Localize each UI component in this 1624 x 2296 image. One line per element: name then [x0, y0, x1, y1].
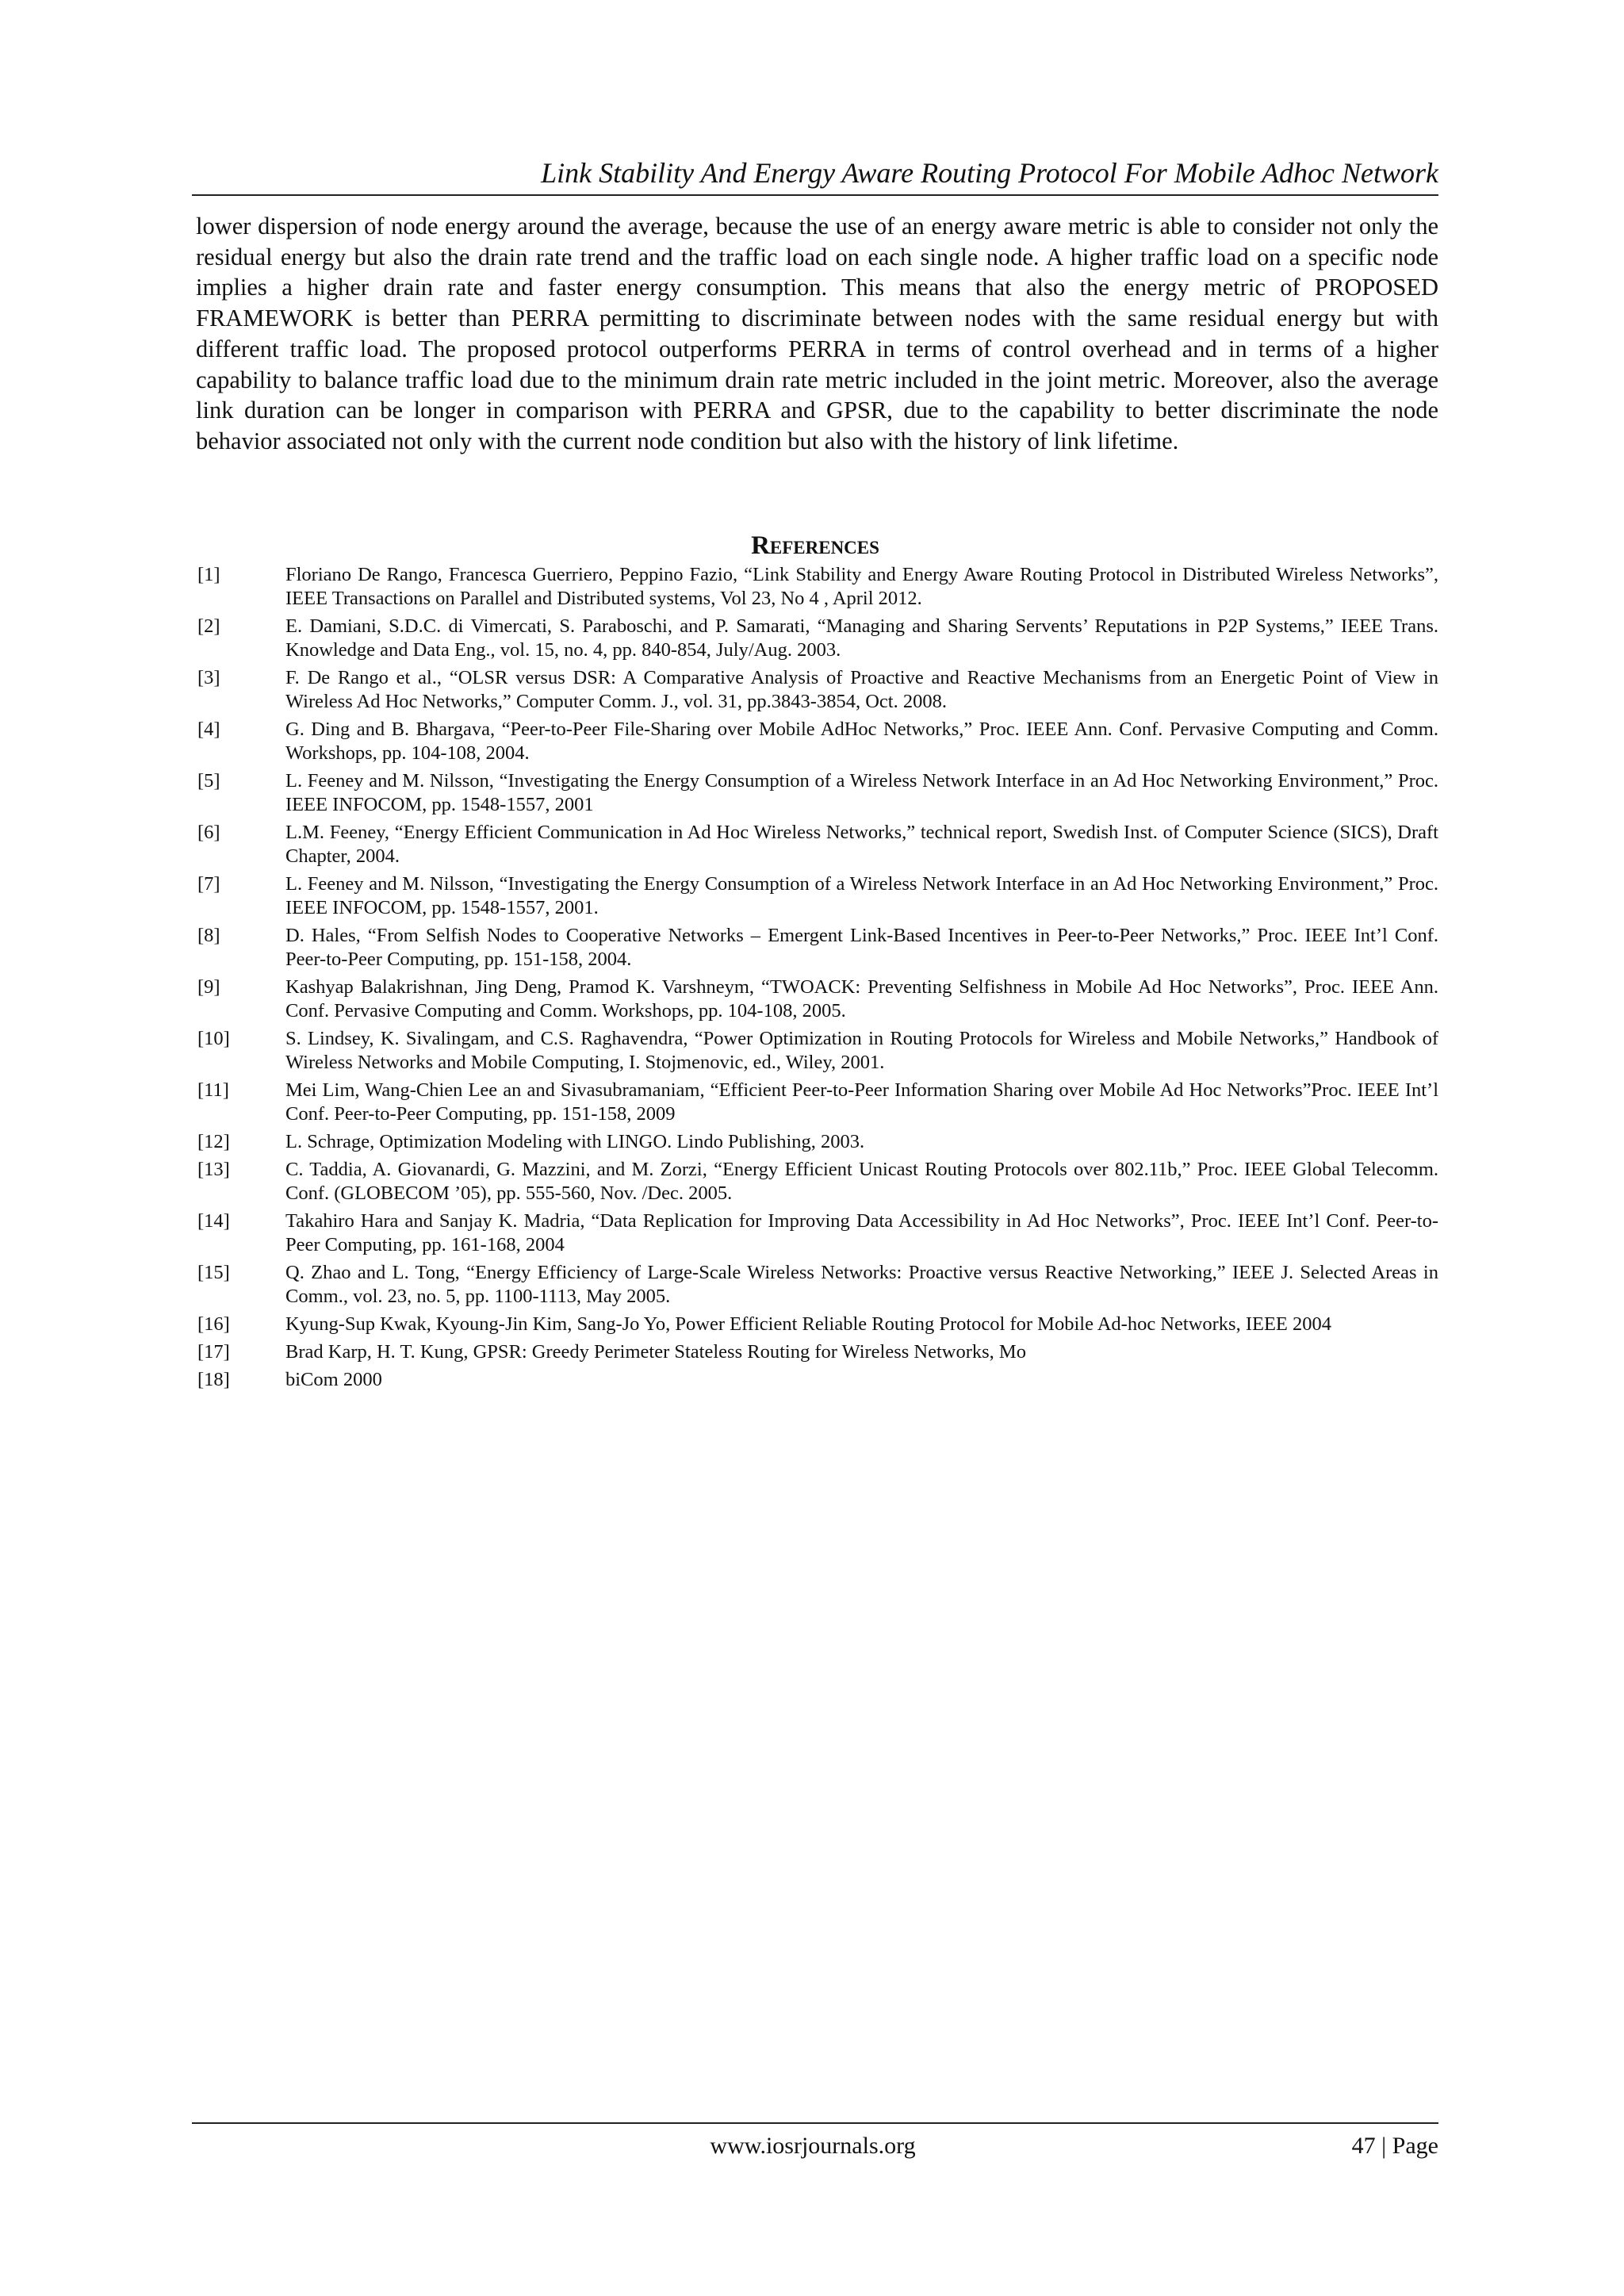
reference-item [197, 1368, 1438, 1392]
reference-text: L. Feeney and M. Nilsson, “Investigating the Energy Consumption of a Wireless Network Interface in an Ad Hoc Networking Environment,” Proc. IEEE INFOCOM, pp. 1548-1557, 2001 [285, 770, 1438, 815]
reference-number: [11] [197, 1079, 229, 1101]
reference-item [197, 1261, 1438, 1309]
reference-text: E. Damiani, S.D.C. di Vimercati, S. Paraboschi, and P. Samarati, “Managing and Sharing Servents’ Reputations in P2P Systems,” IEEE Trans. Knowledge and Data Eng., vol. 15, no. 4, pp. 840-854, July/Aug. 2003. [285, 615, 1438, 661]
reference-number: [14] [197, 1210, 230, 1232]
reference-number: [10] [197, 1028, 230, 1049]
reference-text: biCom 2000 [285, 1369, 382, 1390]
reference-text: L.M. Feeney, “Energy Efficient Communication in Ad Hoc Wireless Networks,” technical report, Swedish Inst. of Computer Science (SICS), Draft Chapter, 2004. [285, 822, 1438, 867]
footer-page-number: 47 | Page [1351, 2133, 1438, 2159]
reference-text: C. Taddia, A. Giovanardi, G. Mazzini, and M. Zorzi, “Energy Efficient Unicast Routing Protocols over 802.11b,” Proc. IEEE Global Telecomm. Conf. (GLOBECOM ’05), pp. 555-560, Nov. /Dec. 2005. [285, 1159, 1438, 1204]
reference-number: [3] [197, 667, 220, 688]
reference-item [197, 1340, 1438, 1364]
reference-text: L. Schrage, Optimization Modeling with LINGO. Lindo Publishing, 2003. [285, 1131, 865, 1152]
reference-text: F. De Rango et al., “OLSR versus DSR: A Comparative Analysis of Proactive and Reactive Mechanisms from an Energetic Point of View in Wireless Ad Hoc Networks,” Computer Comm. J., vol. 31, pp.3843-3854, Oct. 2008. [285, 667, 1438, 712]
reference-item [197, 666, 1438, 714]
reference-item [197, 718, 1438, 765]
reference-text: Mei Lim, Wang-Chien Lee an and Sivasubramaniam, “Efficient Peer-to-Peer Information Sharing over Mobile Ad Hoc Networks”Proc. IEEE Int’l Conf. Peer-to-Peer Computing, pp. 151-158, 2009 [285, 1079, 1438, 1125]
reference-item [197, 563, 1438, 611]
running-header-title: Link Stability And Energy Aware Routing Protocol For Mobile Adhoc Network [541, 157, 1438, 189]
reference-text: Floriano De Rango, Francesca Guerriero, Peppino Fazio, “Link Stability and Energy Aware Routing Protocol in Distributed Wireless Networks”, IEEE Transactions on Parallel and Distributed systems, Vol 23, No 4 , April 2012. [285, 564, 1438, 609]
reference-item [197, 1209, 1438, 1257]
reference-number: [13] [197, 1159, 230, 1180]
reference-number: [12] [197, 1131, 230, 1152]
reference-number: [16] [197, 1313, 230, 1335]
header-rule [192, 194, 1438, 196]
references-heading [192, 530, 1438, 562]
reference-number: [15] [197, 1262, 230, 1283]
reference-item [197, 976, 1438, 1023]
reference-text: Takahiro Hara and Sanjay K. Madria, “Data Replication for Improving Data Accessibility in Ad Hoc Networks”, Proc. IEEE Int’l Conf. Peer-to-Peer Computing, pp. 161-168, 2004 [285, 1210, 1438, 1255]
reference-item [197, 1079, 1438, 1126]
reference-item [197, 872, 1438, 920]
reference-number: [9] [197, 976, 220, 998]
reference-number: [8] [197, 925, 220, 946]
reference-number: [6] [197, 822, 220, 843]
reference-item [197, 1313, 1438, 1336]
reference-item [197, 615, 1438, 662]
footer-journal-url: www.iosrjournals.org [710, 2133, 916, 2159]
reference-item [197, 821, 1438, 868]
reference-number: [17] [197, 1341, 230, 1363]
reference-text: S. Lindsey, K. Sivalingam, and C.S. Raghavendra, “Power Optimization in Routing Protocols for Wireless and Mobile Networks,” Handbook of Wireless Networks and Mobile Computing, I. Stojmenovic, ed., Wiley, 2001. [285, 1028, 1438, 1073]
reference-item [197, 1158, 1438, 1205]
reference-text: Q. Zhao and L. Tong, “Energy Efficiency of Large-Scale Wireless Networks: Proactive versus Reactive Networking,” IEEE J. Selected Areas in Comm., vol. 23, no. 5, pp. 1100-1113, May 2005. [285, 1262, 1438, 1307]
reference-text: Kyung-Sup Kwak, Kyoung-Jin Kim, Sang-Jo Yo, Power Efficient Reliable Routing Protocol for Mobile Ad-hoc Networks, IEEE 2004 [285, 1313, 1332, 1335]
body-paragraph: lower dispersion of node energy around the average, because the use of an energy aware metric is able to consider not only the residual energy but also the drain rate trend and the traffic load on each single node. A higher traffic load on a specific node implies a higher drain rate and faster energy consumption. This means that also the energy metric of PROPOSED FRAMEWORK is better than PERRA permitting to discriminate between nodes with the same residual energy but with different traffic load. The proposed protocol outperforms PERRA in terms of control overhead and in terms of a higher capability to balance traffic load due to the minimum drain rate metric included in the joint metric. Moreover, also the average link duration can be longer in comparison with PERRA and GPSR, due to the capability to better discriminate the node behavior associated not only with the current node condition but also with the history of link lifetime. [196, 213, 1438, 454]
reference-number: [18] [197, 1369, 230, 1390]
reference-text: Kashyap Balakrishnan, Jing Deng, Pramod K. Varshneym, “TWOACK: Preventing Selfishness in Mobile Ad Hoc Networks”, Proc. IEEE Ann. Conf. Pervasive Computing and Comm. Workshops, pp. 104-108, 2005. [285, 976, 1438, 1022]
reference-number: [2] [197, 615, 220, 637]
references-heading-text: References [751, 531, 879, 560]
reference-text: D. Hales, “From Selfish Nodes to Cooperative Networks – Emergent Link-Based Incentives in Peer-to-Peer Networks,” Proc. IEEE Int’l Conf. Peer-to-Peer Computing, pp. 151-158, 2004. [285, 925, 1438, 970]
reference-item [197, 1130, 1438, 1154]
footer-rule [192, 2122, 1438, 2124]
reference-item [197, 769, 1438, 817]
reference-number: [7] [197, 873, 220, 895]
reference-number: [1] [197, 564, 220, 585]
reference-number: [4] [197, 719, 220, 740]
reference-text: L. Feeney and M. Nilsson, “Investigating the Energy Consumption of a Wireless Network Interface in an Ad Hoc Networking Environment,” Proc. IEEE INFOCOM, pp. 1548-1557, 2001. [285, 873, 1438, 918]
reference-text: Brad Karp, H. T. Kung, GPSR: Greedy Perimeter Stateless Routing for Wireless Networks, Mo [285, 1341, 1026, 1363]
reference-item [197, 1027, 1438, 1075]
reference-item [197, 924, 1438, 972]
reference-text: G. Ding and B. Bhargava, “Peer-to-Peer File-Sharing over Mobile AdHoc Networks,” Proc. IEEE Ann. Conf. Pervasive Computing and Comm. Workshops, pp. 104-108, 2004. [285, 719, 1438, 764]
reference-list [197, 563, 1438, 1396]
reference-number: [5] [197, 770, 220, 792]
